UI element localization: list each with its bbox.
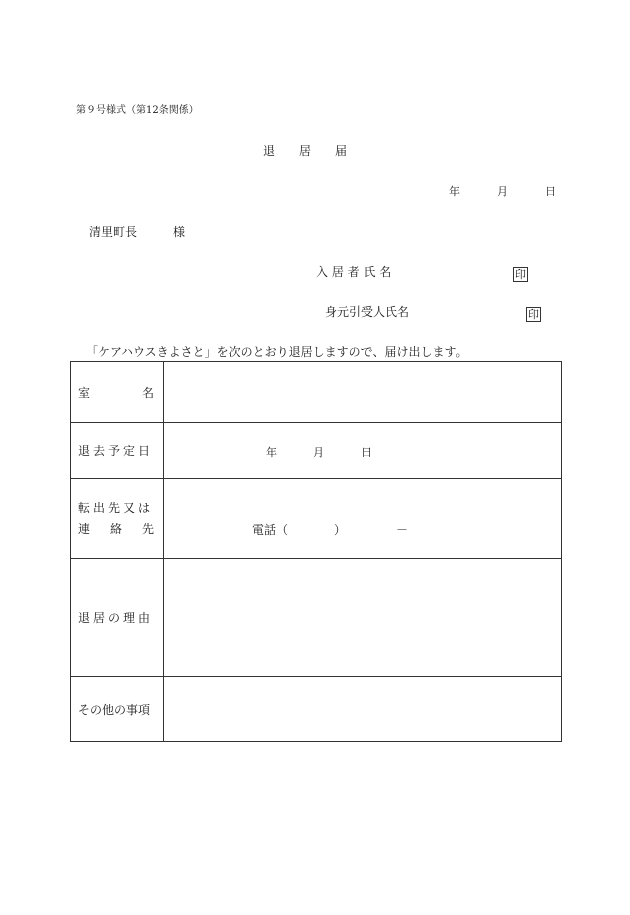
phone-close-paren: ） (334, 523, 347, 537)
move-out-date-row (71, 423, 562, 479)
date-day-label: 日 (545, 185, 556, 198)
date-year-label: 年 (449, 185, 460, 198)
move-out-form-table (70, 361, 562, 742)
other-label-cell (71, 677, 164, 742)
move-out-year-label: 年 (266, 445, 277, 459)
guarantor-seal-mark (526, 303, 541, 322)
move-out-date-label: 退去予定日 (78, 444, 154, 458)
room-row (71, 362, 562, 423)
room-label-a: 室 (78, 385, 91, 400)
statement-text: 「ケアハウスきよさと」を次のとおり退居しますので、届け出します。 (86, 345, 468, 359)
room-value-cell[interactable] (164, 362, 562, 423)
move-out-date-value-cell[interactable] (164, 423, 562, 479)
forwarding-row (71, 479, 562, 559)
reason-value-cell[interactable] (164, 559, 562, 677)
room-label-b: 名 (141, 385, 154, 400)
move-out-date-label-cell (71, 423, 164, 479)
date-month-label: 月 (497, 185, 508, 198)
reason-label-cell (71, 559, 164, 677)
page-title: 退 居 届 (263, 144, 348, 158)
move-out-day-label: 日 (361, 445, 372, 459)
seal-icon: 印 (528, 308, 539, 321)
forwarding-label-cell (71, 479, 164, 559)
forwarding-label-line2-b: 絡 (109, 521, 122, 536)
reason-row (71, 559, 562, 677)
room-label-cell (71, 362, 164, 423)
seal-icon: 印 (515, 268, 526, 281)
other-row (71, 677, 562, 742)
phone-label: 電話（ (252, 523, 289, 537)
phone-dash: － (396, 523, 409, 537)
form-number: 第９号様式（第12条関係） (76, 105, 199, 116)
resident-name-label: 入 居 者 氏 名 (316, 265, 392, 279)
forwarding-label-line2-a: 連 (78, 521, 91, 536)
forwarding-label-line2-c: 先 (141, 521, 154, 536)
forwarding-label-line1: 転出先又は (78, 500, 154, 515)
reason-label: 退居の理由 (78, 611, 154, 625)
resident-seal-mark (513, 263, 528, 282)
move-out-month-label: 月 (313, 445, 324, 459)
forwarding-value-cell[interactable] (164, 479, 562, 559)
addressee: 清里町長 様 (89, 225, 186, 239)
other-value-cell[interactable] (164, 677, 562, 742)
other-label: その他の事項 (78, 702, 151, 717)
guarantor-name-label: 身元引受人氏名 (325, 305, 410, 319)
